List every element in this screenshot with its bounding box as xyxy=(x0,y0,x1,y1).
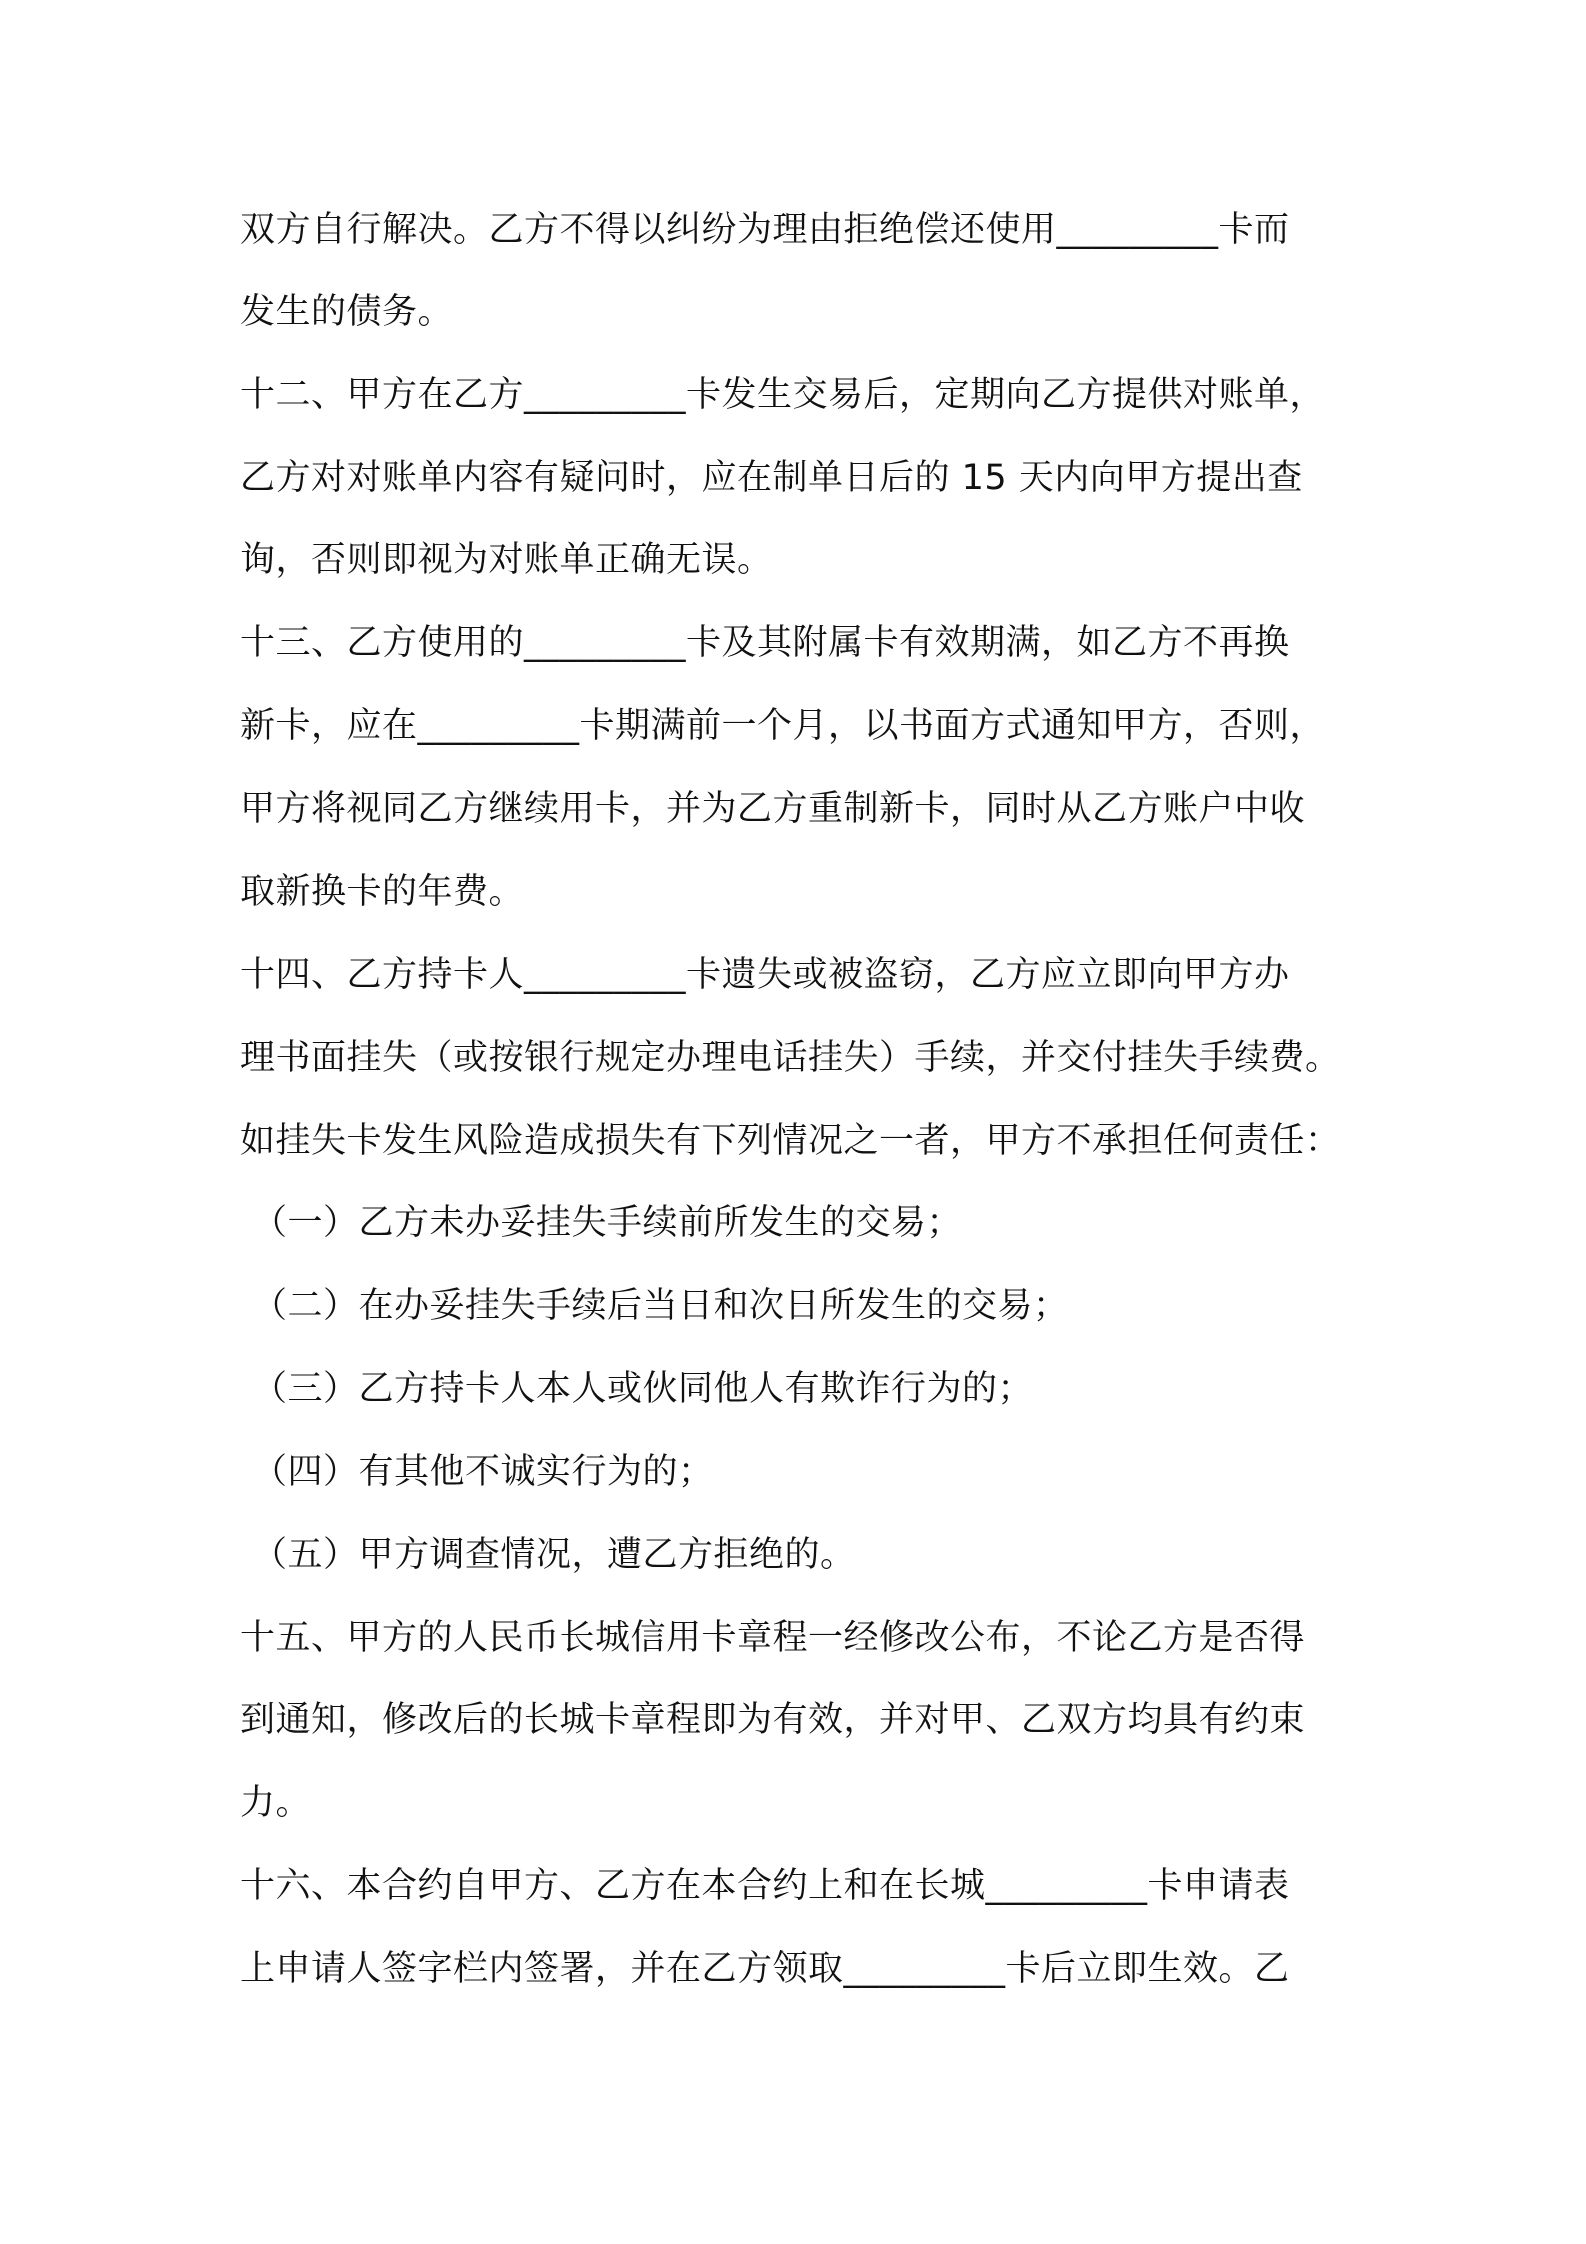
text-line: 双方自行解决。乙方不得以纠纷为理由拒绝偿还使用_________卡而 xyxy=(240,210,1290,250)
text-line: 十四、乙方持卡人_________卡遗失或被盗窃，乙方应立即向甲方办 xyxy=(240,955,1290,995)
text-line: 询，否则即视为对账单正确无误。 xyxy=(240,540,773,580)
text-line: 如挂失卡发生风险造成损失有下列情况之一者，甲方不承担任何责任： xyxy=(240,1121,1341,1161)
text-line: 十二、甲方在乙方_________卡发生交易后，定期向乙方提供对账单， xyxy=(240,375,1326,415)
list-item: （一）乙方未办妥挂失手续前所发生的交易； xyxy=(252,1203,963,1243)
list-item: （五）甲方调查情况，遭乙方拒绝的。 xyxy=(252,1535,856,1575)
text-line: 上申请人签字栏内签署，并在乙方领取_________卡后立即生效。乙 xyxy=(240,1949,1290,1989)
text-line: 甲方将视同乙方继续用卡，并为乙方重制新卡，同时从乙方账户中收 xyxy=(240,789,1306,829)
list-item: （四）有其他不诚实行为的； xyxy=(252,1452,714,1492)
text-line: 理书面挂失（或按银行规定办理电话挂失）手续，并交付挂失手续费。 xyxy=(240,1038,1341,1078)
text-line: 十三、乙方使用的_________卡及其附属卡有效期满，如乙方不再换 xyxy=(240,623,1290,663)
text-line: 取新换卡的年费。 xyxy=(240,872,525,912)
text-line: 十六、本合约自甲方、乙方在本合约上和在长城_________卡申请表 xyxy=(240,1866,1290,1906)
list-item: （二）在办妥挂失手续后当日和次日所发生的交易； xyxy=(252,1286,1069,1326)
text-line: 新卡，应在_________卡期满前一个月，以书面方式通知甲方，否则， xyxy=(240,706,1326,746)
text-line: 力。 xyxy=(240,1783,312,1823)
list-item: （三）乙方持卡人本人或伙同他人有欺诈行为的； xyxy=(252,1369,1034,1409)
text-line: 乙方对对账单内容有疑问时，应在制单日后的 15 天内向甲方提出查 xyxy=(240,458,1303,498)
text-line: 十五、甲方的人民币长城信用卡章程一经修改公布，不论乙方是否得 xyxy=(240,1618,1306,1658)
text-line: 发生的债务。 xyxy=(240,292,454,332)
text-line: 到通知，修改后的长城卡章程即为有效，并对甲、乙双方均具有约束 xyxy=(240,1700,1306,1740)
